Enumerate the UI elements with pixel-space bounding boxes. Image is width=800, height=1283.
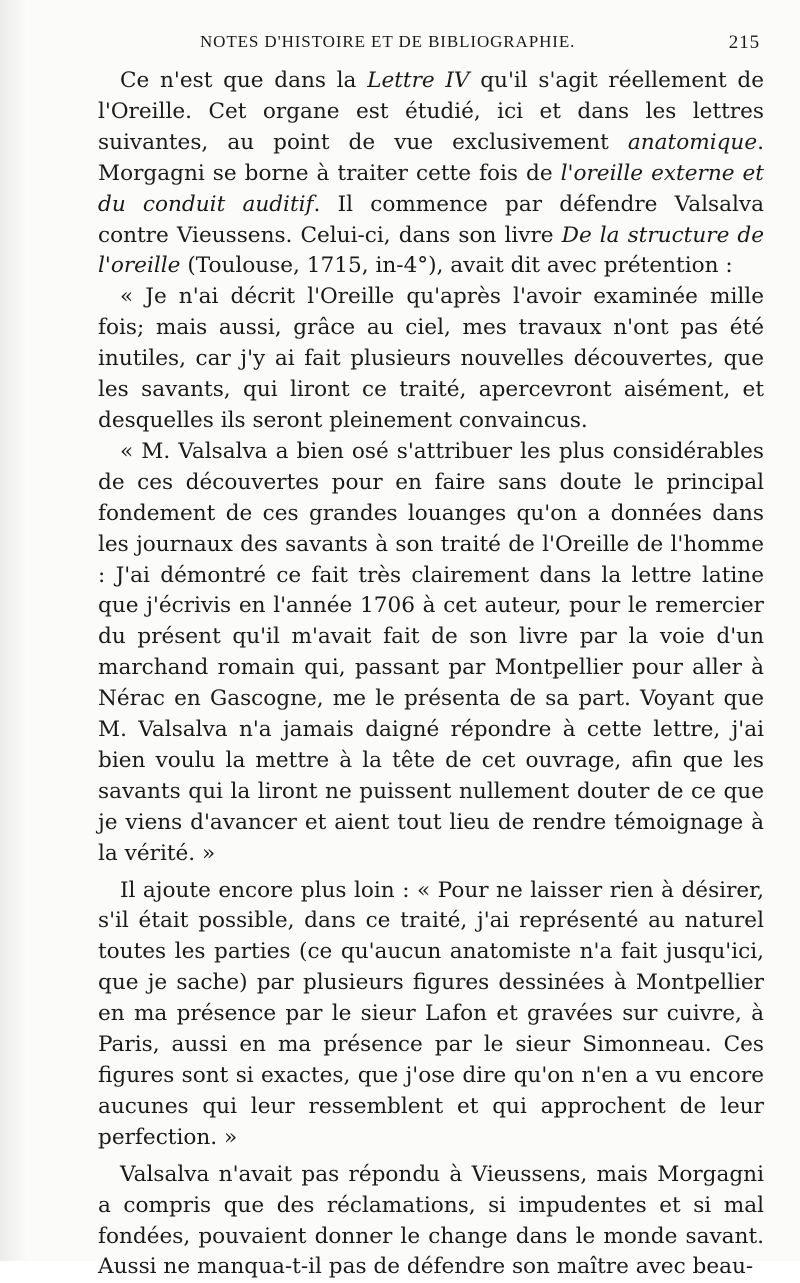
running-title: NOTES D'HISTOIRE ET DE BIBLIOGRAPHIE.: [200, 32, 576, 51]
paragraph-5: [98, 1160, 764, 1283]
text-run: Ce n'est que dans la: [120, 68, 368, 93]
body-text: [98, 66, 764, 1283]
paragraph-4: [98, 876, 764, 1154]
paragraph-3: [98, 437, 764, 870]
paragraph-1: [98, 66, 764, 282]
paragraph-2: [98, 282, 764, 437]
text-run: « Je n'ai décrit l'Oreille qu'après l'avoir examinée mille fois; mais aussi, grâce au ciel, mes travaux n'ont pas été inutiles, car j'y ai fait plusieurs nouvelles découvertes, que les savants, qui liront ce traité, apercevront aisément, et desquelles ils seront pleinement convaincus.: [98, 284, 764, 433]
text-run-italic: l'oreille externe et du conduit auditif: [98, 160, 764, 217]
text-run-italic: Lettre IV: [367, 68, 470, 93]
text-run: . Il commence par défendre Valsalva contre Vieussens. Celui-ci, dans son livre: [98, 191, 764, 248]
text-run-italic: anatomique: [627, 129, 758, 155]
page-header: [98, 32, 764, 66]
text-run: . Morgagni se borne à traiter cette fois de: [98, 129, 764, 186]
text-run: Il ajoute encore plus loin : « Pour ne laisser rien à désirer, s'il était possible, dans ce traité, j'ai représenté au naturel toutes les parties (ce qu'aucun anatomiste n'a fait jusqu'ici, que je sache) par plusieurs figures dessinées à Montpellier en ma présence par le sieur Lafon et gravées sur cuivre, à Paris, aussi en ma présence par le sieur Simonneau. Ces figures sont si exactes, que j'ose dire qu'on n'en a vu encore aucunes qui leur ressemblent et qui approchent de leur perfection. »: [98, 877, 764, 1150]
text-run: qu'il s'agit réellement de l'Oreille. Cet organe est étudié, ici et dans les lettres suivantes, au point de vue exclusivement: [98, 68, 764, 155]
scan-shadow: [0, 0, 28, 1261]
text-run: (Toulouse, 1715, in-4°), avait dit avec prétention :: [180, 253, 733, 279]
page-number: 215: [728, 32, 760, 53]
text-run: Valsalva n'avait pas répondu à Vieussens, mais Morgagni a compris que des réclamations, si impudentes et si mal fondées, pouvaient donner le change dans le monde savant. Aussi ne manqua-t-il pas de défendre son maître avec beau-: [98, 1161, 764, 1280]
text-run-italic: De la structure de l'oreille: [98, 222, 764, 279]
text-run: « M. Valsalva a bien osé s'attribuer les plus considérables de ces découvertes pour en faire sans doute le principal fondement de ces grandes louanges qu'on a données dans les journaux des savants à son traité de l'Oreille de l'homme : J'ai démontré ce fait très clairement dans la lettre latine que j'écrivis en l'année 1706 à cet auteur, pour le remercier du présent qu'il m'avait fait de son livre par la voie d'un marchand romain qui, passant par Montpellier pour aller à Nérac en Gascogne, me le présenta de sa part. Voyant que M. Valsalva n'a jamais daigné répondre à cette lettre, j'ai bien voulu la mettre à la tête de cet ouvrage, afin que les savants qui la liront ne puissent nullement douter de ce que je viens d'avancer et aient tout lieu de rendre témoignage à la vérité. »: [98, 438, 764, 866]
